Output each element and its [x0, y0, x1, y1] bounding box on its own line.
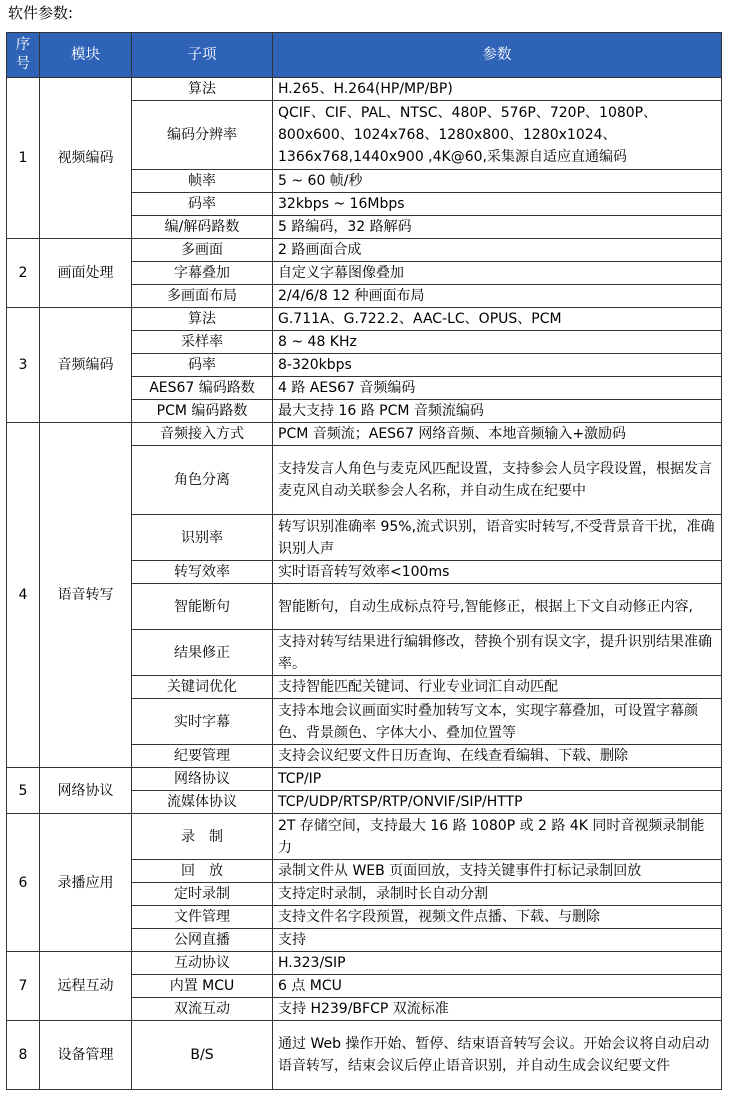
section-seq: 7 [7, 952, 40, 1021]
param-value: 支持发言人角色与麦克风匹配设置，支持参会人员字段设置，根据发言麦克风自动关联参会人名称，并自动生成在纪要中 [273, 446, 722, 515]
sub-item: 编/解码路数 [132, 216, 273, 239]
sub-item: 帧率 [132, 170, 273, 193]
table-row [7, 952, 722, 975]
section-seq: 3 [7, 308, 40, 423]
header-module: 模块 [40, 33, 132, 78]
param-value: 2 路画面合成 [273, 239, 722, 262]
sub-item: 流媒体协议 [132, 791, 273, 814]
sub-item: AES67 编码路数 [132, 377, 273, 400]
param-value: 支持智能匹配关键词、行业专业词汇自动匹配 [273, 676, 722, 699]
header-row [7, 33, 722, 78]
sub-item: 音频接入方式 [132, 423, 273, 446]
param-value: 5 路编码，32 路解码 [273, 216, 722, 239]
param-value: 支持本地会议画面实时叠加转写文本，实现字幕叠加，可设置字幕颜色、背景颜色、字体大小、叠加位置等 [273, 699, 722, 745]
param-value: 5 ~ 60 帧/秒 [273, 170, 722, 193]
header-param: 参数 [273, 33, 722, 78]
table-row [7, 768, 722, 791]
sub-item: 码率 [132, 193, 273, 216]
section-module: 设备管理 [40, 1021, 132, 1090]
param-value: 支持 H239/BFCP 双流标准 [273, 998, 722, 1021]
section-seq: 5 [7, 768, 40, 814]
section-seq: 8 [7, 1021, 40, 1090]
sub-item: 关键词优化 [132, 676, 273, 699]
param-value: 自定义字幕图像叠加 [273, 262, 722, 285]
param-value: 支持会议纪要文件日历查询、在线查看编辑、下载、删除 [273, 745, 722, 768]
param-value: H.323/SIP [273, 952, 722, 975]
sub-item: 结果修正 [132, 630, 273, 676]
sub-item: 识别率 [132, 515, 273, 561]
param-value: 实时语音转写效率<100ms [273, 561, 722, 584]
param-value: 32kbps ~ 16Mbps [273, 193, 722, 216]
section-module: 录播应用 [40, 814, 132, 952]
sub-item: 定时录制 [132, 883, 273, 906]
sub-item: 录 制 [132, 814, 273, 860]
sub-item: 多画面 [132, 239, 273, 262]
section-module: 音频编码 [40, 308, 132, 423]
param-value: 4 路 AES67 音频编码 [273, 377, 722, 400]
sub-item: 智能断句 [132, 584, 273, 630]
sub-item: 算法 [132, 308, 273, 331]
param-value: 通过 Web 操作开始、暂停、结束语音转写会议。开始会议将自动启动语音转写，结束会议后停止语音识别，并自动生成会议纪要文件 [273, 1021, 722, 1090]
sub-item: 实时字幕 [132, 699, 273, 745]
sub-item: 采样率 [132, 331, 273, 354]
section-seq: 6 [7, 814, 40, 952]
section-seq: 2 [7, 239, 40, 308]
table-body [7, 78, 722, 1090]
param-value: 8 ~ 48 KHz [273, 331, 722, 354]
sub-item: B/S [132, 1021, 273, 1090]
spec-table [6, 32, 722, 1090]
sub-item: 内置 MCU [132, 975, 273, 998]
section-module: 远程互动 [40, 952, 132, 1021]
param-value: 6 点 MCU [273, 975, 722, 998]
sub-item: 字幕叠加 [132, 262, 273, 285]
sub-item: 算法 [132, 78, 273, 101]
param-value: H.265、H.264(HP/MP/BP) [273, 78, 722, 101]
param-value: G.711A、G.722.2、AAC-LC、OPUS、PCM [273, 308, 722, 331]
param-value: 支持对转写结果进行编辑修改，替换个别有误文字，提升识别结果准确率。 [273, 630, 722, 676]
param-value: TCP/IP [273, 768, 722, 791]
table-row [7, 423, 722, 446]
section-module: 网络协议 [40, 768, 132, 814]
section-seq: 1 [7, 78, 40, 239]
param-value: QCIF、CIF、PAL、NTSC、480P、576P、720P、1080P、800x600、1024x768、1280x800、1280x1024、1366x768,1440x900 ,4K@60,采集源自适应直通编码 [273, 101, 722, 170]
sub-item: 文件管理 [132, 906, 273, 929]
section-module: 视频编码 [40, 78, 132, 239]
param-value: TCP/UDP/RTSP/RTP/ONVIF/SIP/HTTP [273, 791, 722, 814]
header-sub: 子项 [132, 33, 273, 78]
param-value: 最大支持 16 路 PCM 音频流编码 [273, 400, 722, 423]
table-row [7, 78, 722, 101]
table-row [7, 308, 722, 331]
param-value: 录制文件从 WEB 页面回放，支持关键事件打标记录制回放 [273, 860, 722, 883]
section-module: 画面处理 [40, 239, 132, 308]
header-seq [7, 33, 40, 78]
header-seq-line1: 序 [15, 37, 31, 53]
sub-item: 回 放 [132, 860, 273, 883]
sub-item: 多画面布局 [132, 285, 273, 308]
sub-item: 公网直播 [132, 929, 273, 952]
page-title: 软件参数: [8, 4, 74, 22]
section-module: 语音转写 [40, 423, 132, 768]
param-value: 2T 存储空间，支持最大 16 路 1080P 或 2 路 4K 同时音视频录制能力 [273, 814, 722, 860]
header-seq-line2: 号 [15, 56, 31, 72]
param-value: 8-320kbps [273, 354, 722, 377]
section-seq: 4 [7, 423, 40, 768]
sub-item: 互动协议 [132, 952, 273, 975]
sub-item: 码率 [132, 354, 273, 377]
param-value: 智能断句，自动生成标点符号,智能修正，根据上下文自动修正内容, [273, 584, 722, 630]
sub-item: 转写效率 [132, 561, 273, 584]
sub-item: 双流互动 [132, 998, 273, 1021]
sub-item: 纪要管理 [132, 745, 273, 768]
sub-item: PCM 编码路数 [132, 400, 273, 423]
param-value: 支持 [273, 929, 722, 952]
table-row [7, 814, 722, 860]
sub-item: 角色分离 [132, 446, 273, 515]
table-row [7, 1021, 722, 1090]
sub-item: 网络协议 [132, 768, 273, 791]
param-value: 支持文件名字段预置，视频文件点播、下载、与删除 [273, 906, 722, 929]
param-value: 2/4/6/8 12 种画面布局 [273, 285, 722, 308]
table-row [7, 239, 722, 262]
param-value: 支持定时录制，录制时长自动分割 [273, 883, 722, 906]
param-value: 转写识别准确率 95%,流式识别，语音实时转写,不受背景音干扰，准确识别人声 [273, 515, 722, 561]
sub-item: 编码分辨率 [132, 101, 273, 170]
param-value: PCM 音频流；AES67 网络音频、本地音频输入+激励码 [273, 423, 722, 446]
